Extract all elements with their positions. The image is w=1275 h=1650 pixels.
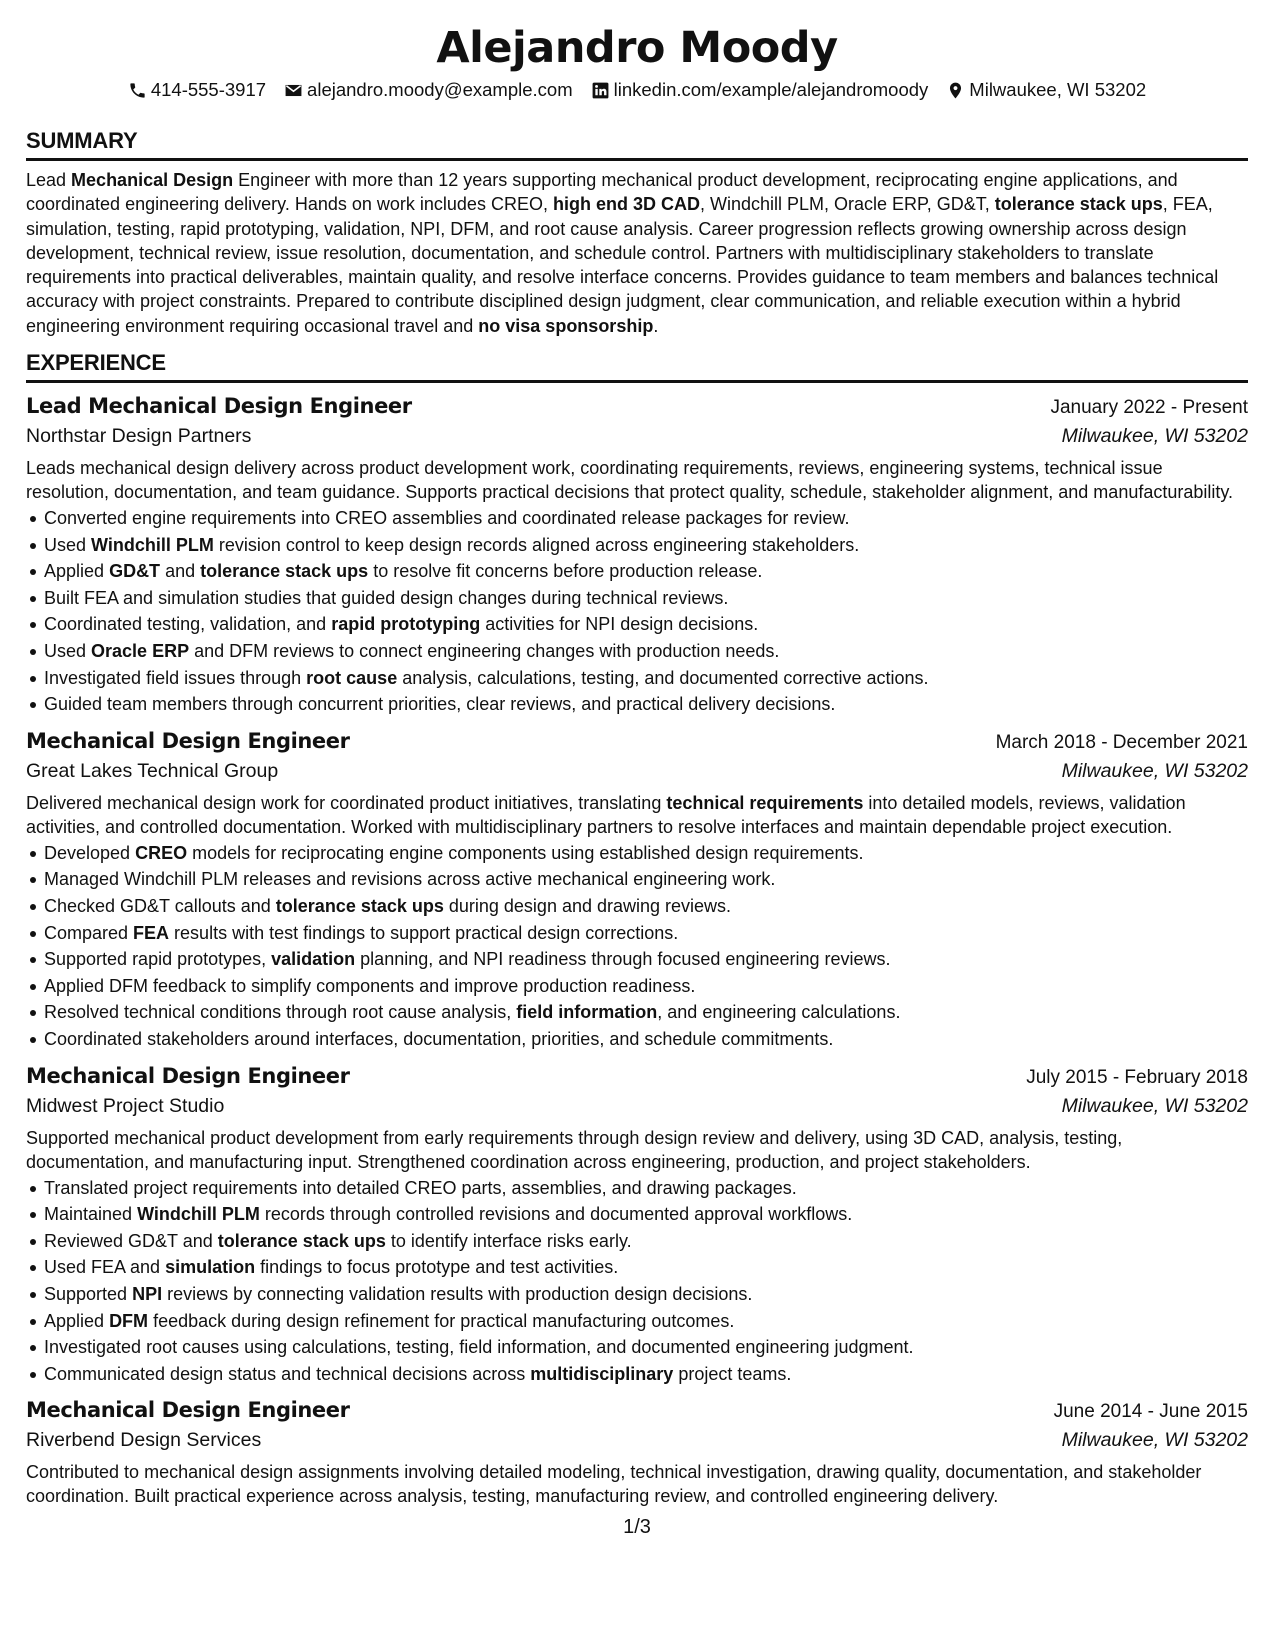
text-run: Converted engine requirements into CREO assemblies and coordinated release packages for review. [44,508,850,529]
job-company: Great Lakes Technical Group [26,759,279,782]
job-bullet [26,638,1248,665]
text-run: planning, and NPI readiness through focused engineering reviews. [355,949,891,970]
bold-keyword: tolerance stack ups [994,194,1163,215]
job-company-row [26,421,1248,451]
bold-keyword: Oracle ERP [91,641,190,662]
experience-heading: EXPERIENCE [26,349,1248,383]
job-bullet [26,973,1248,1000]
job-bullet [26,665,1248,692]
job-dates: January 2022 - Present [1050,397,1248,419]
job-company: Riverbend Design Services [26,1429,262,1452]
job-dates: July 2015 - February 2018 [1026,1066,1248,1088]
text-run: Used FEA and [44,1257,166,1278]
bold-keyword: tolerance stack ups [275,896,444,917]
bold-keyword: Windchill PLM [91,534,214,555]
contact-phone[interactable] [128,79,266,101]
bold-keyword: multidisciplinary [530,1363,674,1384]
text-run: Lead [26,170,72,190]
job-company: Northstar Design Partners [26,425,252,448]
job-description [26,1460,1248,1508]
bold-keyword: root cause [306,667,398,688]
bold-keyword: Mechanical Design [71,170,234,190]
text-run: Translated project requirements into detailed CREO parts, assemblies, and drawing packages. [44,1177,797,1198]
text-run: Reviewed GD&T and [44,1230,218,1251]
bold-keyword: rapid prototyping [331,614,481,635]
text-run: Supported rapid prototypes, [44,949,272,970]
job-company-row [26,756,1248,786]
text-run: findings to focus prototype and test activities. [255,1257,619,1278]
job-dates: March 2018 - December 2021 [995,731,1248,753]
job-company-row [26,1425,1248,1455]
contact-location [946,79,1146,101]
text-run: Compared [44,922,134,943]
text-run: Coordinated testing, validation, and [44,614,332,635]
job-bullet [26,585,1248,612]
job-bullet [26,1361,1248,1388]
text-run: Investigated root causes using calculations, testing, field information, and documented engineering judgment. [44,1337,914,1358]
phone-text: 414-555-3917 [150,79,267,100]
text-run: . [653,315,659,336]
text-run: models for reciprocating engine components using established design requirements. [187,842,864,863]
job-bullet [26,611,1248,638]
job-bullet [26,893,1248,920]
job-bullet [26,840,1248,867]
job-location: Milwaukee, WI 53202 [1061,425,1248,448]
job-description [26,791,1248,839]
email-icon [284,81,303,100]
job-bullet [26,999,1248,1026]
contact-linkedin[interactable] [591,79,929,101]
text-run: revision control to keep design records aligned across engineering stakeholders. [213,534,860,555]
text-run: Communicated design status and technical decisions across [44,1363,531,1384]
text-run: Delivered mechanical design work for coordinated product initiatives, translating [26,792,667,813]
text-run: activities for NPI design decisions. [480,614,759,635]
job-title: Mechanical Design Engineer [26,1398,350,1423]
page-number: 1/3 [623,1516,651,1538]
text-run: Supported [44,1283,133,1304]
job-title-row [26,1061,1248,1091]
job-bullet [26,1254,1248,1281]
text-run: and DFM reviews to connect engineering changes with production needs. [189,641,780,662]
text-run: Leads mechanical design delivery across product development work, coordinating requirements, reviews, engineering systems, technical issue resolution, documentation, and team guidance. Supports practical decisions that protect quality, schedule, stakeholder alignment, and manufacturability. [26,458,1234,503]
job-entry [26,726,1248,1053]
text-run: to resolve fit concerns before production release. [368,561,763,582]
job-bullet [26,866,1248,893]
text-run: Contributed to mechanical design assignments involving detailed modeling, technical investigation, drawing quality, documentation, and stakeholder coordination. Built practical experience across analysis, testing, manufacturing review, and controlled engineering delivery. [26,1462,1202,1507]
job-bullet [26,532,1248,559]
text-run: Engineer with more than 12 years supporting mechanical product development, reciprocating engine applications, and coordinated engineering delivery. Hands on work includes CREO, [26,170,1178,215]
text-run: , and engineering calculations. [657,1002,901,1023]
bold-keyword: tolerance stack ups [217,1230,386,1251]
job-company-row [26,1091,1248,1121]
text-run: Built FEA and simulation studies that guided design changes during technical reviews. [44,587,729,608]
job-bullet-list [26,840,1248,1053]
bold-keyword: GD&T [109,561,161,582]
text-run: analysis, calculations, testing, and documented corrective actions. [397,667,929,688]
bold-keyword: simulation [165,1257,256,1278]
text-run: Resolved technical conditions through root cause analysis, [44,1002,517,1023]
text-run: and [160,561,201,582]
job-location: Milwaukee, WI 53202 [1061,759,1248,782]
summary-heading: SUMMARY [26,127,1248,161]
text-run: project teams. [673,1363,792,1384]
location-pin-icon [946,81,965,100]
text-run: to identify interface risks early. [385,1230,632,1251]
text-run: during design and drawing reviews. [443,896,732,917]
resume-page [26,0,1248,1650]
text-run: , FEA, simulation, testing, rapid prototyping, validation, NPI, DFM, and root cause analysis. Career progression reflects growing ownership across design development, technical review, issue resolution, documentation, and schedule control. Partners with multidisciplinary stakeholders to translate requirements into practical deliverables, maintain quality, and resolve interface concerns. Provides guidance to team members and balances technical accuracy with project constraints. Prepared to contribute disciplined design judgment, clear communication, and reliable execution within a hybrid engineering environment requiring occasional travel and [26,194,1219,336]
bold-keyword: CREO [135,842,188,863]
job-location: Milwaukee, WI 53202 [1061,1429,1248,1452]
bold-keyword: DFM [109,1310,149,1331]
email-text: alejandro.moody@example.com [307,79,573,100]
bold-keyword: high end 3D CAD [552,194,700,215]
job-bullet [26,1228,1248,1255]
location-text: Milwaukee, WI 53202 [969,79,1147,100]
bold-keyword: field information [516,1002,658,1023]
phone-icon [128,81,147,100]
bold-keyword: validation [271,949,356,970]
job-bullet-list [26,1175,1248,1388]
text-run: Coordinated stakeholders around interfaces, documentation, priorities, and schedule commitments. [44,1028,834,1049]
text-run: Applied [44,561,110,582]
contact-bar [26,75,1248,105]
text-run: into detailed models, reviews, validation activities, and controlled documentation. Worked with multidisciplinary partners to resolve interfaces and maintain dependable project execution. [26,792,1186,837]
text-run: Maintained [44,1204,138,1225]
job-title-row [26,391,1248,421]
job-bullet [26,1281,1248,1308]
text-run: Used [44,534,92,555]
text-run: Managed Windchill PLM releases and revisions across active mechanical engineering work. [44,869,776,890]
text-run: Developed [44,842,136,863]
bold-keyword: Windchill PLM [137,1204,260,1225]
bold-keyword: no visa sponsorship [478,315,654,336]
job-entry [26,1395,1248,1508]
job-bullet [26,505,1248,532]
linkedin-text: linkedin.com/example/alejandromoody [613,79,929,100]
job-company: Midwest Project Studio [26,1094,225,1117]
job-bullet [26,558,1248,585]
contact-email[interactable] [284,79,573,101]
job-bullet [26,1026,1248,1053]
text-run: reviews by connecting validation results with production design decisions. [162,1283,753,1304]
job-bullet [26,1334,1248,1361]
text-run: results with test findings to support practical design corrections. [169,922,679,943]
job-title: Lead Mechanical Design Engineer [26,394,412,419]
candidate-name: Alejandro Moody [436,23,838,73]
text-run: Checked GD&T callouts and [44,896,276,917]
job-bullet [26,946,1248,973]
job-bullet [26,1175,1248,1202]
text-run: Investigated field issues through [44,667,307,688]
bold-keyword: technical requirements [666,792,864,813]
job-title: Mechanical Design Engineer [26,1063,350,1088]
text-run: Applied [44,1310,110,1331]
text-run: Used [44,641,92,662]
job-bullet-list [26,505,1248,718]
text-run: Guided team members through concurrent priorities, clear reviews, and practical delivery decisions. [44,694,836,715]
experience-list [26,391,1248,1508]
text-run: records through controlled revisions and documented approval workflows. [259,1204,853,1225]
job-bullet [26,1308,1248,1335]
text-run: Supported mechanical product development from early requirements through design review and delivery, using 3D CAD, analysis, testing, documentation, and manufacturing input. Strengthened coordination across engineering, production, and project stakeholders. [26,1127,1123,1172]
job-title-row [26,726,1248,756]
job-bullet [26,1201,1248,1228]
linkedin-icon [591,81,610,100]
job-bullet [26,691,1248,718]
job-entry [26,391,1248,718]
job-dates: June 2014 - June 2015 [1053,1401,1248,1423]
summary-paragraph [26,168,1248,338]
bold-keyword: tolerance stack ups [200,561,369,582]
bold-keyword: FEA [133,922,170,943]
job-title: Mechanical Design Engineer [26,728,350,753]
job-bullet [26,920,1248,947]
job-entry [26,1061,1248,1388]
text-run: , Windchill PLM, Oracle ERP, GD&T, [699,194,995,215]
job-description [26,456,1248,504]
bold-keyword: NPI [132,1283,163,1304]
job-title-row [26,1395,1248,1425]
job-location: Milwaukee, WI 53202 [1061,1094,1248,1117]
text-run: feedback during design refinement for practical manufacturing outcomes. [148,1310,735,1331]
text-run: Applied DFM feedback to simplify components and improve production readiness. [44,975,696,996]
job-description [26,1126,1248,1174]
